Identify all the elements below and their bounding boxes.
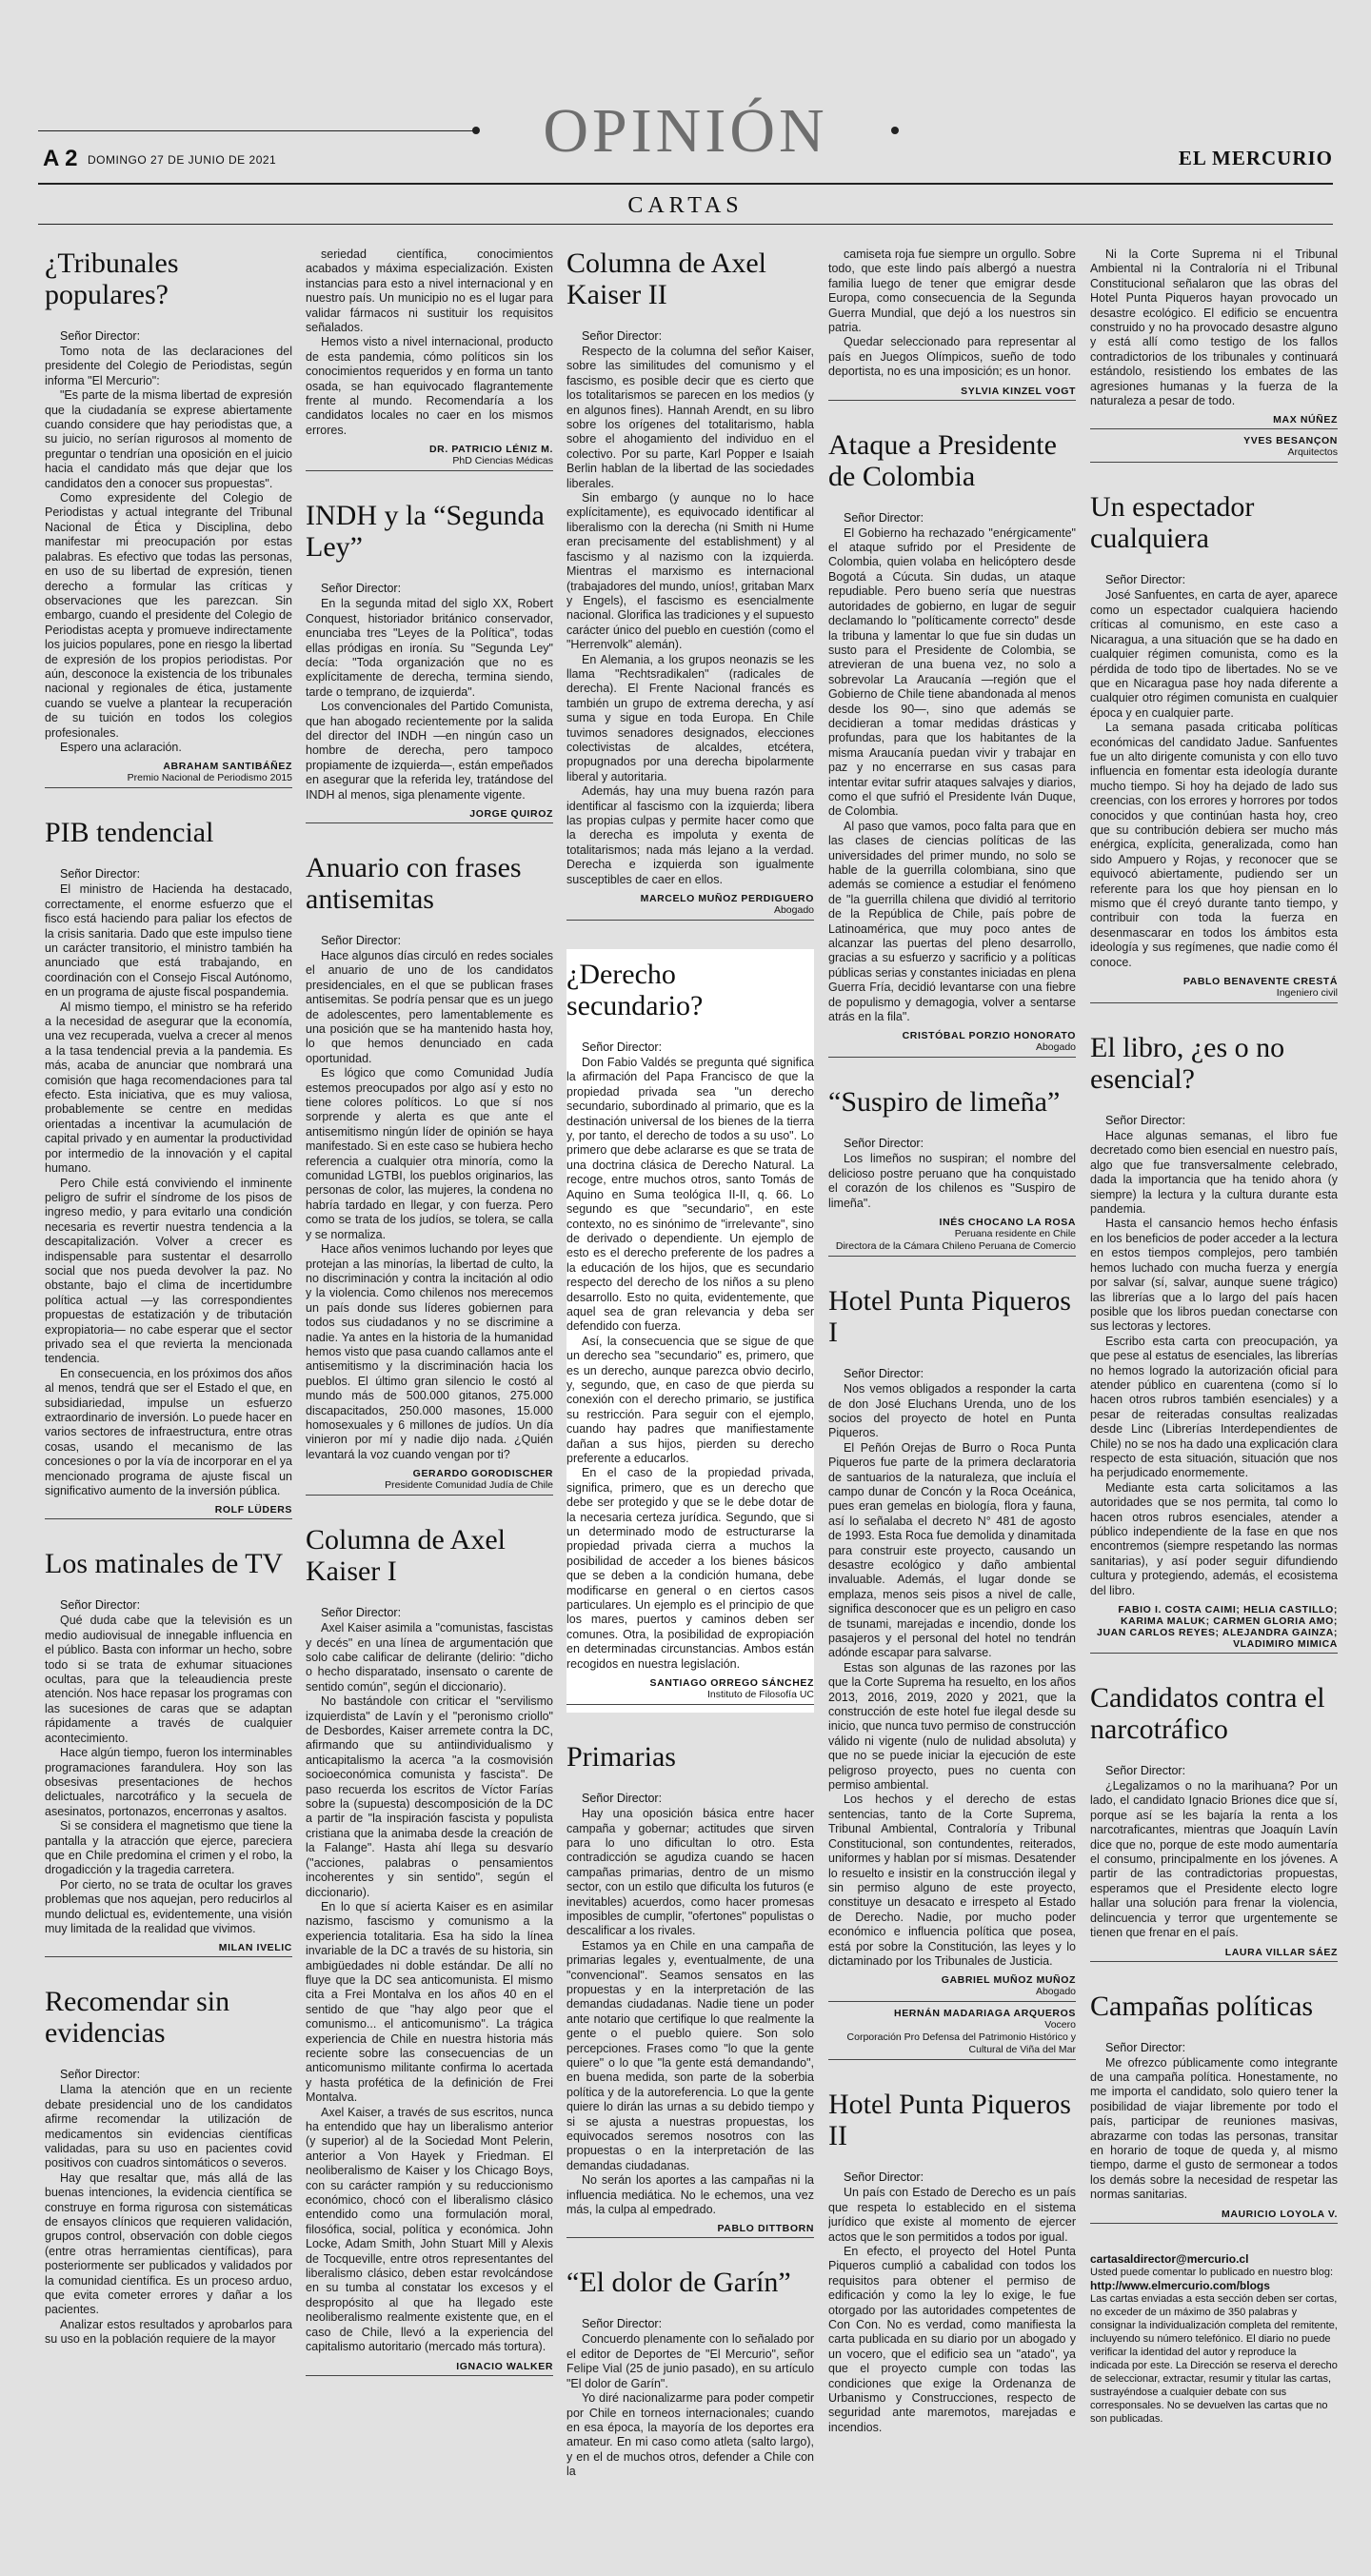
letter xyxy=(828,1086,1076,1257)
signature-name: YVES BESANÇON xyxy=(1243,435,1338,447)
signature-role: Peruana residente en Chile xyxy=(954,1228,1076,1240)
letter-paragraph: El ministro de Hacienda ha destacado, correctamente, el enorme esfuerzo que el fisco está haciendo para paliar los efectos de la crisis sanitaria. Dado que este impulso tiene un carácter transitorio, el ministro también ha anunciado que está trabajando, en coordinación con el Consejo Fiscal Autónomo, en un programa de ajuste fiscal pospandemia. xyxy=(45,882,292,1000)
letter-paragraph: Hace algunas semanas, el libro fue decretado como bien esencial en nuestro país, algo que fue transversalmente celebrado, dada la importancia que ha tenido ahora (y siempre) la lectura y la cultura durante esta pandemia. xyxy=(1090,1129,1338,1217)
blog-url-link[interactable]: http://www.elmercurio.com/blogs xyxy=(1090,2278,1270,2292)
letter-signature xyxy=(306,1468,553,1496)
letter-salutation: Señor Director: xyxy=(60,1598,141,1613)
letter-signature xyxy=(1090,435,1338,463)
letter-salutation: Señor Director: xyxy=(321,1606,402,1620)
letter-title: Recomendar sin evidencias xyxy=(45,1986,230,2050)
letter-paragraph: Hace algún tiempo, fueron los interminables programaciones farandulera. Hoy son las obsesivas presentaciones de hechos delictuales, narcotráfico y la secuela de asesinatos, portonazos, encerronas y asaltos. xyxy=(45,1746,292,1818)
letter-paragraph: En Alemania, a los grupos neonazis se les llama "Rechtsradikalen" (radicales de derecha). El Frente Nacional francés es también un grupo de extrema derecha, y así suma y sigue en toda Europa. En Chile tuvimos senadores designados, elecciones colectivistas de alcaldes, etcétera, propugnados por una derecha bipolarmente liberal y autoritaria. xyxy=(566,652,814,783)
letter-title: INDH y la “Segunda Ley” xyxy=(306,500,545,564)
signature-name: LAURA VILLAR SÁEZ xyxy=(1224,1946,1338,1958)
signature-name: GABRIEL MUÑOZ MUÑOZ xyxy=(941,1974,1076,1987)
signature-name: SANTIAGO ORREGO SÁNCHEZ xyxy=(649,1677,814,1690)
signature-rule xyxy=(1090,1961,1338,1962)
signature-name: SYLVIA KINZEL VOGT xyxy=(961,385,1076,397)
letter-salutation: Señor Director: xyxy=(844,510,924,525)
signature-name: PABLO BENAVENTE CRESTÁ xyxy=(1182,976,1338,988)
submission-guidelines xyxy=(1090,2252,1338,2426)
letter xyxy=(566,2267,814,2479)
signature-role: Abogado xyxy=(1035,1041,1076,1054)
letter-paragraph: Por cierto, no se trata de ocultar los graves problemas que nos aquejan, pero reducirlos al mundo delictual es, evidentemente, una visión muy limitada de la realidad que vivimos. xyxy=(45,1877,292,1935)
letter xyxy=(45,1986,292,2347)
letter-paragraph: Escribo esta carta con preocupación, ya que pese al estatus de esenciales, las librerías no hemos logrado la autorización oficial para atender público en cuarentena (como sí lo hacen otros rubros también esenciales) y a pesar de reiteradas consultas realizadas desde Linc (Librerías Interdependientes de Chile) no se nos ha dado una explicación clara respecto de esta situación, situación que nos ha perjudicado enormemente. xyxy=(1090,1334,1338,1480)
letter xyxy=(306,852,553,1496)
letter-salutation: Señor Director: xyxy=(844,1367,924,1381)
letter xyxy=(45,1548,292,1957)
signature-rule xyxy=(306,470,553,471)
signature-rule xyxy=(1090,2223,1338,2224)
letter-paragraph: Llama la atención que en un reciente debate presidencial uno de los candidatos afirme recomendar la utilización de medicamentos sin evidencias científicas validadas, para su uso en pacientes covid positivos con cuadros sintomáticos o severos. xyxy=(45,2083,292,2170)
letter-signature xyxy=(828,2008,1076,2060)
letter-signature xyxy=(45,1942,292,1957)
letter-paragraph: Al paso que vamos, poco falta para que en las clases de ciencias políticas de las universidades del primer mundo, no solo se hable de la guerrilla colombiana, sino que además se comience a estudiar el fenómeno de "la guerrilla chilena que dividió al territorio de la República de Chile, país pobre de Latinoamérica, que muy poco antes de alcanzar las puertas del pleno desarrollo, gracias a su esfuerzo y sacrificio y a políticas públicas serias y constantes iniciadas en plena Guerra Fría, decidió levantarse con una fiebre de populismo y demagogia, volver a sentarse atrás en la fila". xyxy=(828,819,1076,1024)
signature-name: MAURICIO LOYOLA V. xyxy=(1221,2208,1338,2220)
signature-rule xyxy=(306,822,553,823)
letter-paragraph: Pero Chile está conviviendo el inminente peligro de sufrir el síndrome de los pisos de ingreso medio, y para evitarlo una condición necesaria es revertir nuestra tendencia a la descapitalización. Volver a crecer es indispensable para sustentar el desarrollo social que nos pueda devolver la paz. No obstante, bajo el clima de incertidumbre política actual —y las correspondientes propuestas de estatización y de tributación expropiatoria— no cabe esperar que el sector privado sea el que revierta la mencionada tendencia. xyxy=(45,1176,292,1366)
signature-rule xyxy=(828,2059,1076,2060)
letter-title: Primarias xyxy=(566,1741,676,1773)
signature-rule xyxy=(566,1704,814,1705)
signature-rule xyxy=(306,1495,553,1496)
letter-paragraph: "Es parte de la misma libertad de expresión que la ciudadanía se exprese abiertamente cuando considere que hay periodistas que, a su juicio, no serían rigurosos al momento de preguntar o tendrían una oposición en el juicio hacia el candidato más que dejar que los candidatos den a conocer sus propuestas". xyxy=(45,388,292,490)
letter-signature xyxy=(306,2361,553,2376)
letter-paragraph: Es lógico que como Comunidad Judía estemos preocupados por algo así y esto no tiene colores políticos. Lo que sí nos sorprende y alerta es que ante el antisemitismo ningún líder de opinión se haya manifestado. Si en este caso se hubiera hecho referencia a cualquier otra minoría, como la comunidad LGTBI, los pueblos originarios, las personas de color, las mujeres, la condena no habría tardado en llegar, y con fuerza. Pero como se trata de los judíos, se tolera, se calla y se normaliza. xyxy=(306,1066,553,1241)
letter-paragraph: Hay una oposición básica entre hacer campaña y gobernar; actitudes que sirven para lo uno dificultan lo otro. Esta contradicción se agudiza cuando se hacen campañas primarias, dentro de un mismo sector, con un estilo que dificulta los futuros (e inevitables) acuerdos, como hacer promesas imposibles de cumplir, "ofertones" populistas o descalificar a los rivales. xyxy=(566,1807,814,1938)
letter-title: El libro, ¿es o no esencial? xyxy=(1090,1032,1285,1096)
signature-rule xyxy=(45,1518,292,1519)
signature-rule xyxy=(828,1057,1076,1058)
letter-paragraph: Hasta el cansancio hemos hecho énfasis en los beneficios de poder acceder a la lectura en estos tiempos complejos, pero también hemos luchado con mucha fuerza y energía por salvar (sí, salvar, aunque suene trágico) las librerías que a lo largo del país hacen posible que los libros puedan conectarse con sus lectoras y lectores. xyxy=(1090,1217,1338,1334)
letter xyxy=(45,248,292,788)
letter-paragraph: El Gobierno ha rechazado "enérgicamente" el ataque sufrido por el Presidente de Colombia, quien volaba en helicóptero desde Bogotá a Cúcuta. Sin dudas, un ataque repudiable. Pero bueno sería que nuestras autoridades de gobierno, en lugar de seguir declamando lo "políticamente correcto" desde la tribuna y lamentar lo que fue sin dudas un susto para el Presidente de Colombia, se atrevieran de una buena vez, no solo a sobrevolar La Araucanía —región que el Gobierno de Chile tiene abandonada al menos desde los 90—, sino que además se decidieran a tomar medidas drásticas y profundas, para que los habitantes de la misma Araucanía puedan vivir y trabajar en paz y no encerrarse en sus casas para intentar evitar sufrir ataques salvajes y diarios, como el que sufrió el Presidente Iván Duque, de Colombia. xyxy=(828,525,1076,819)
letter-salutation: Señor Director: xyxy=(582,2317,663,2331)
letter-salutation: Señor Director: xyxy=(1105,1764,1186,1778)
signature-name: GERARDO GORODISCHER xyxy=(412,1468,553,1480)
signature-rule xyxy=(1090,462,1338,463)
letter-paragraph: Así, la consecuencia que se sigue de que un derecho sea "secundario" es, primero, que es un derecho, aunque parezca obvio decirlo, y, segundo, que, en caso de que pierda su conexión con el derecho primario, se justifica su restricción. Para seguir con el ejemplo, cuando hay padres que manifiestamente dañan a sus hijos, pierden su derecho preferente a educarlos. xyxy=(566,1334,814,1465)
letter-salutation: Señor Director: xyxy=(582,329,663,343)
letter-paragraph: Estas son algunas de las razones por las que la Corte Suprema ha resuelto, en los años 2013, 2016, 2019, 2020 y 2021, que la construcción de este hotel fue ilegal desde su inicio, que nunca tuvo permiso de construcción válido ni vigente (nulo de nulidad absoluta) y que no se puede iniciar la ejecución de este peligroso proyecto, pues no cuenta con permiso ambiental. xyxy=(828,1660,1076,1793)
letter-signature xyxy=(306,808,553,823)
letter-title: ¿Derecho secundario? xyxy=(566,959,704,1022)
signature-name: JORGE QUIROZ xyxy=(469,807,553,820)
letter-salutation: Señor Director: xyxy=(582,1040,663,1055)
signature-name: MARCELO MUÑOZ PERDIGUERO xyxy=(640,893,814,905)
letter-title: “El dolor de Garín” xyxy=(566,2267,791,2299)
letter xyxy=(306,248,553,471)
letter-salutation: Señor Director: xyxy=(60,329,141,343)
signature-name: INÉS CHOCANO LA ROSA xyxy=(939,1217,1076,1229)
letter-paragraph: Axel Kaiser, a través de sus escritos, nunca ha entendido que hay un liberalismo anterior (y superior) al de la Sociedad Mont Pelerin, anterior a Von Hayek y Friedman. El neoliberalismo de Kaiser y los Chicago Boys, con su carácter rampión y su reduccionismo económico, chocó con el liberalismo clásico entendido como una formulación moral, filosófica, social, política y económica. John Locke, Adam Smith, John Stuart Mill y Alexis de Tocqueville, entre otros representantes del liberalismo clásico, deben estar revolcándose en su tumba al constatar los excesos y el despropósito al que ha llegado este neoliberalismo realmente existente que, en el caso de Chile, llevó a la experiencia del capitalismo autoritario (mercado más tortura). xyxy=(306,2105,553,2354)
letter-salutation: Señor Director: xyxy=(1105,1114,1186,1128)
newspaper-name: EL MERCURIO xyxy=(1178,147,1333,169)
letter xyxy=(828,429,1076,1059)
signature-rule xyxy=(1090,1653,1338,1654)
letter-salutation: Señor Director: xyxy=(60,867,141,882)
signature-role: PhD Ciencias Médicas xyxy=(452,455,553,467)
letter-title: Ataque a Presidente de Colombia xyxy=(828,428,1057,492)
letter-paragraph: Estamos ya en Chile en una campaña de primarias legales y, eventualmente, de una "convencional". Seamos sensatos en las propuestas y en la interpretación de las demandas ciudadanas. Nadie tiene un poder ante notario que certifique lo que realmente la gente o el pueblo quiere. Son solo percepciones. Frases como "lo que la gente quiere" o lo que "la gente está demandando", en buena medida, son parte de la soberbia política y de la autoreferencia. Lo que la gente quiere lo dirán las urnas a su debido tiempo y si se ajusta a nuestras propuestas, los equivocados seremos nosotros con las propuestas o en la interpretación de las demandas ciudadanas. xyxy=(566,1938,814,2172)
letter xyxy=(1090,248,1338,463)
signature-rule xyxy=(306,2375,553,2376)
contact-email-link[interactable]: cartasaldirector@mercurio.cl xyxy=(1090,2251,1249,2266)
letter xyxy=(1090,1032,1338,1654)
signature-role: Directora de la Cámara Chileno Peruana de Comercio xyxy=(835,1240,1076,1253)
column-3 xyxy=(566,248,814,2551)
signature-rule xyxy=(1090,1002,1338,1003)
letter-paragraph: Hay que resaltar que, más allá de las buenas intenciones, la evidencia científica se construye en forma rigurosa con sistemáticas de ensayos clínicos que requieren validación, grupos control, observación con doble ciegos (entre otras herramientas científicas), para posteriormente ser publicados y validados por la comunidad científica. Es un proceso arduo, que evita cometer errores y dañar a los pacientes. xyxy=(45,2170,292,2317)
letter-signature xyxy=(1090,976,1338,1003)
letter-paragraph: Quedar seleccionado para representar al país en Juegos Olímpicos, sueño de todo deportista, no es una imposición; es un honor. xyxy=(828,335,1076,379)
letter-title: Columna de Axel Kaiser I xyxy=(306,1524,506,1588)
signature-rule xyxy=(828,2001,1076,2002)
letter-salutation: Señor Director: xyxy=(1105,573,1186,587)
letter-signature xyxy=(1090,1947,1338,1962)
letter-title: Anuario con frases antisemitas xyxy=(306,851,522,915)
letter-signature xyxy=(828,386,1076,401)
publication-date: DOMINGO 27 DE JUNIO DE 2021 xyxy=(88,153,277,167)
masthead-rule-top xyxy=(38,183,1333,185)
letter-paragraph: Me ofrezco públicamente como integrante de una campaña política. Honestamente, no me importa el candidato, solo quiero tener la posibilidad de viajar libremente por todo el país, participar de reuniones masivas, abrazarme con todas las personas, transitar en horario de toque de queda y, al mismo tiempo, darme el gusto de sermonear a todos los demás sobre la necesidad de respetar las normas sanitarias. xyxy=(1090,2055,1338,2202)
letter-signature xyxy=(828,1030,1076,1058)
letter-title: PIB tendencial xyxy=(45,817,214,849)
letter-salutation: Señor Director: xyxy=(1105,2040,1186,2054)
signature-role: Instituto de Filosofía UC xyxy=(706,1689,814,1701)
letter-salutation: Señor Director: xyxy=(844,2170,924,2185)
section-title: OPINIÓN xyxy=(543,96,828,166)
letter xyxy=(566,949,814,1713)
letter-paragraph: Hace algunos días circuló en redes sociales el anuario de uno de los candidatos presidenciales, en el que se publican frases antisemitas. Se podría pensar que es un juego de adolescentes, pero lamentablemente es una posición que se ha mantenido hasta hoy, lo que hemos denunciado en cada oportunidad. xyxy=(306,948,553,1065)
letter xyxy=(828,1285,1076,2060)
masthead xyxy=(38,0,1333,228)
signature-name: ROLF LÜDERS xyxy=(214,1504,292,1516)
letter-paragraph: Si se considera el magnetismo que tiene la pantalla y la atracción que ejerce, pareciera que en Chile predomina el crimen y el robo, la drogadicción y la tragedia carretera. xyxy=(45,1819,292,1877)
letter-signature xyxy=(566,893,814,921)
letter-signature xyxy=(306,444,553,471)
signature-role: Ingeniero civil xyxy=(1276,987,1338,1000)
signature-rule xyxy=(566,920,814,921)
letter xyxy=(306,1524,553,2375)
letter-signature xyxy=(1090,2209,1338,2224)
letter xyxy=(45,817,292,1519)
signature-name: MAX NÚÑEZ xyxy=(1273,414,1338,426)
letter-title: Columna de Axel Kaiser II xyxy=(566,248,766,310)
signature-name: PABLO DITTBORN xyxy=(717,2223,814,2235)
letter-paragraph: En la segunda mitad del siglo XX, Robert Conquest, historiador británico conservador, enunciaba tres "Leyes de la Política", todas ellas pródigas en ironía. Su "Segunda Ley" decía: "Toda organización que no es explícitamente de derecha, termina siendo, tarde o temprano, de izquierda". xyxy=(306,597,553,699)
subsection-title: CARTAS xyxy=(627,193,744,218)
letter-paragraph: En efecto, el proyecto del Hotel Punta Piqueros cumplió a cabalidad con todos los requisitos para obtener el permiso de edificación y como la ley lo exige, le fue otorgado por las autoridades competentes de Con Con. No es verdad, como manifiesta la carta publicada en su diario por un abogado y un vocero, que el edificio sea un "atado", ya que el proyecto cumple con todas las condiciones que exige la Ordenanza de Urbanismo y Construcciones, respecto de seguridad ante maremotos, marejadas e incendios. xyxy=(828,2244,1076,2434)
letter-paragraph: Además, hay una muy buena razón para identificar al fascismo con la izquierda; libera las propias culpas y permite hacer como que la derecha es impoluta y exenta de totalitarismos; nada más lejano a la verdad. Derecha e izquierda son igualmente susceptibles de caer en ellos. xyxy=(566,784,814,886)
letter xyxy=(1090,491,1338,1003)
signature-role: Abogado xyxy=(1035,1986,1076,1998)
submission-rules: Las cartas enviadas a esta sección deben ser cortas, no exceder de un máximo de 350 palabras y consignar la individualización completa del remitente, incluyendo su número telefónico. El diario no puede verificar la identidad del autor y reproduce la indicada por este. La Dirección se reserva el derecho de seleccionar, extractar, resumir y titular las cartas, sustrayéndose a cualquier debate con sus corresponsales. No se devuelven las cartas que no son publicadas. xyxy=(1090,2292,1338,2425)
letter-paragraph: Ni la Corte Suprema ni el Tribunal Ambiental ni la Contraloría ni el Tribunal Constitucional señalaron que las obras del Hotel Punta Piqueros hayan provocado un desastre ecológico. El edificio se encuentra construido y no ha provocado desastre alguno y está allí como testigo de los fallos contradictorios de los tribunales y continuará estándolo, resistiendo los embates de las agresiones humanas y la fuerza de la naturaleza a pesar de todo. xyxy=(1090,248,1338,408)
masthead-rule-bottom xyxy=(38,224,1333,225)
letter xyxy=(1090,1991,1338,2224)
letter-paragraph: El Peñón Orejas de Burro o Roca Punta Piqueros fue parte de la primera declaratoria de santuarios de la naturaleza, que incluía el campo dunar de Concón y la Roca Oceánica, pues eran gemelas en biología, flora y fauna, así lo señalaba el decreto N° 481 de agosto de 1993. Esta Roca fue demolida y dinamitada para construir este proyecto, causando un desastre ecológico y daño ambiental invaluable. Además, el lugar donde se emplaza, menos seis pisos a nivel de calle, significa desconocer que es un peligro en caso de tsunami, marejadas e incendio, donde los pasajeros y el personal del hotel no tendrán adónde escapar para salvarse. xyxy=(828,1440,1076,1660)
letter-paragraph: ¿Legalizamos o no la marihuana? Por un lado, el candidato Ignacio Briones dice que sí, porque así se les bajaría la renta a los narcotraficantes, mientras que Joaquín Lavín dice que no, porque de este modo aumentaría el consumo, principalmente en los jóvenes. A partir de las contradictorias propuestas, esperamos que el Presidente electo logre hallar una solución para frenar la violencia, delincuencia y terror que urgentemente se tienen que frenar en el país. xyxy=(1090,1779,1338,1940)
signature-role: Abogado xyxy=(773,904,814,917)
letter-signature xyxy=(566,1677,814,1705)
signature-rule xyxy=(1090,428,1338,429)
letter xyxy=(1090,1682,1338,1961)
letter-paragraph: Yo diré nacionalizarme para poder competir por Chile en torneos internacionales; cuando en esa época, la mayoría de los deportes era amateur. En mi caso como atleta (salto largo), y en el de muchos otros, defender a Chile con la xyxy=(566,2391,814,2479)
letter-paragraph: Tomo nota de las declaraciones del presidente del Colegio de Periodistas, según informa "El Mercurio": xyxy=(45,345,292,387)
signature-rule xyxy=(566,2237,814,2238)
letter-signature xyxy=(566,2223,814,2238)
letter-title: Candidatos contra el narcotráfico xyxy=(1090,1682,1325,1746)
signature-name: DR. PATRICIO LÉNIZ M. xyxy=(428,444,553,456)
signature-rule xyxy=(828,400,1076,401)
signature-rule xyxy=(45,1956,292,1957)
signature-role: Premio Nacional de Periodismo 2015 xyxy=(127,772,292,784)
column-2 xyxy=(306,248,553,2551)
signature-name: CRISTÓBAL PORZIO HONORATO xyxy=(902,1030,1076,1042)
letter-paragraph: En el caso de la propiedad privada, significa, primero, que es un derecho que debe ser protegido y que se le debe dotar de la necesaria certeza jurídica. Segundo, que si un determinado modo de estructurarse la propiedad privada cierra a muchos la posibilidad de acceder a los bienes básicos que se deben a la condición humana, debe modificarse en general o en ciertos casos particulares. Un ejemplo es el principio de que los mares, puertos y caminos deben ser comunes. Otra, la posibilidad de expropiación en determinadas circunstancias. Ambos están recogidos en nuestra legislación. xyxy=(566,1466,814,1671)
letter-paragraph: Respecto de la columna del señor Kaiser, sobre las similitudes del comunismo y el fascismo, es posible decir que es cierto que los totalitarismos se parecen en los medios (y en algunos fines). Hannah Arendt, en su libro sobre los orígenes del totalitarismo, habla sobre el ahogamiento del individuo en el colectivo. Por su parte, Karl Popper e Isaiah Berlin hablan de la libertad de las sociedades liberales. xyxy=(566,345,814,490)
letter-title: Hotel Punta Piqueros II xyxy=(828,2089,1071,2152)
letter-paragraph: Espero una aclaración. xyxy=(60,740,182,754)
signature-name: HERNÁN MADARIAGA ARQUEROS xyxy=(894,2008,1076,2020)
blog-intro: Usted puede comentar lo publicado en nuestro blog: xyxy=(1090,2266,1334,2278)
signature-name: FABIO I. COSTA CAIMI; HELIA CASTILLO; KARIMA MALUK; CARMEN GLORIA AMO; JUAN CARLOS REYES; ALEJANDRA GAINZA; VLADIMIRO MIMICA xyxy=(1097,1604,1338,1651)
letter-paragraph: Sin embargo (y aunque no lo hace explícitamente), es equivocado identificar al liberalismo con la derecha (ni Smith ni Hume eran precisamente del establishment) y al fascismo y al nazismo con la izquierda. Mientras el marxismo es internacional (trabajadores del mundo, uníos!, gritaban Marx y Engels), el fascismo es esencialmente nacional. Glorifica las tradiciones y el supuesto carácter único del pueblo en cuestión (como el "Herrenvolk" alemán). xyxy=(566,491,814,652)
letter-signature xyxy=(45,1504,292,1519)
letter-paragraph: Mediante esta carta solicitamos a las autoridades que se nos permita, tal como lo hacen otros rubros esenciales, atender a público independiente de la fase en que nos encontremos (siempre respetando las normas sanitarias), y así poder seguir difundiendo cultura y protegiendo, además, el ecosistema del libro. xyxy=(1090,1480,1338,1597)
letter-paragraph: La semana pasada criticaba políticas económicas del candidato Jadue. Sanfuentes fue un alto dirigente comunista y con ello tuvo influencia en fomentar esta ideología durante mucho tiempo. Si hoy ha dejado de lado sus creencias, con los errores y horrores por todos conocidos y que continúan hasta hoy, creo que su contribución debiera ser mucho más enérgica, explícita, generalizada, como han sido Ampuero y Rojas, y reconocer que se equivocó abiertamente, pudiendo ser un referente para los que hoy piensan en lo mismo que él creyó durante tanto tiempo, y contribuir con toda la fuerza en desenmascarar en todos los ámbitos esta ideología y sus regímenes, que nadie como él conoce. xyxy=(1090,721,1338,969)
letter-paragraph: Un país con Estado de Derecho es un país que respeta lo establecido en el sistema jurídico que existe al momento de ejercer actos que le son permitidos a todos por igual. xyxy=(828,2186,1076,2244)
column-5 xyxy=(1090,248,1338,2551)
letter-paragraph: Hace años venimos luchando por leyes que protejan a las minorías, la libertad de culto, la no discriminación y contra la incitación al odio y la violencia. Como chilenos nos merecemos un país donde sus líderes gobiernen para todos sus ciudadanos y no se discrimine a nadie. Ya antes en la historia de la humanidad hemos visto que pasa cuando callamos ante el antisemitismo y la discriminación hacia los pueblos. El último gran silencio le costó al mundo más de 500.000 gitanos, 275.000 discapacitados, 250.000 masones, 15.000 homosexuales y 6 millones de judíos. Un día vinieron por mí y nadie dijo nada. ¿Quién levantará la voz cuando vengan por ti? xyxy=(306,1242,553,1461)
letter-signature xyxy=(1090,1604,1338,1654)
letter-salutation: Señor Director: xyxy=(321,582,402,596)
letter-salutation: Señor Director: xyxy=(582,1792,663,1806)
letter-paragraph: Axel Kaiser asimila a "comunistas, fascistas y decés" en una línea de argumentación que solo cabe calificar de delirante (delirio: "dicho o hecho disparatado, insensato o carente de sentido común", según el diccionario). xyxy=(306,1621,553,1694)
letter-paragraph: seriedad científica, conocimientos acabados y máxima especialización. Existen instancias para esto a nivel internacional y en nuestro país. Un municipio no es el lugar para validar fármacos ni sustituir los requisitos señalados. xyxy=(306,248,553,335)
letter-paragraph: En lo que sí acierta Kaiser es en asimilar nazismo, fascismo y comunismo a la experiencia totalitaria. Esa ha sido la línea invariable de la DC a través de su historia, sin ambigüedades ni doble estándar. De allí no fluye que la DC sea anticomunista. El mismo cita a Frei Montalva en los años 40 en el sentido de que "hay algo peor que el comunismo... el anticomunismo". La trágica experiencia de Chile en nuestra historia más reciente sobre las consecuencias de un anticomunismo militante confirma lo acertada y hasta profética de la definición de Frei Montalva. xyxy=(306,1899,553,2105)
letter-paragraph: José Sanfuentes, en carta de ayer, aparece como un espectador cualquiera haciendo críticas al comunismo, en este caso a Nicaragua, a una situación que se ha dado en cualquier régimen comunista, como es la pérdida de todo tipo de libertades. No se ve que en Nicaragua pase hoy nada diferente a cualquier otro régimen comunista en cualquier época y en cualquier parte. xyxy=(1090,588,1338,720)
column-1 xyxy=(45,248,292,2551)
letter xyxy=(828,2089,1076,2435)
letter xyxy=(566,1741,814,2238)
signature-name: ABRAHAM SANTIBÁÑEZ xyxy=(163,761,292,773)
page-number: A 2 xyxy=(43,146,78,171)
letter-signature xyxy=(828,1217,1076,1257)
letter-title: Los matinales de TV xyxy=(45,1548,284,1580)
letter-paragraph: Al mismo tiempo, el ministro se ha referido a la necesidad de asegurar que la economía, una vez recuperada, vuelva a crecer al menos a la tasa tendencial previa a la pandemia. Es más, acaba de anunciar que nombrará una comisión que haga recomendaciones para tal efecto. Esta iniciativa, que es muy valiosa, probablemente se centre en medidas orientadas a incentivar la acumulación de capital privado y en aumentar la productividad por intermedio de la innovación y el capital humano. xyxy=(45,1000,292,1176)
signature-name: MILAN IVELIC xyxy=(218,1942,292,1954)
letter-paragraph: Los convencionales del Partido Comunista, que han abogado recientemente por la salida del director del INDH —en ningún caso un hombre de derecha, pero tampoco propiamente de izquierda—, están empeñados en asegurar que la referida ley, tratándose del INDH al menos, siga plenamente vigente. xyxy=(306,700,553,802)
letter-salutation: Señor Director: xyxy=(844,1137,924,1151)
letter-title: Hotel Punta Piqueros I xyxy=(828,1285,1071,1349)
letter-paragraph: Analizar estos resultados y aprobarlos para su uso en la población requiere de la mayor xyxy=(45,2317,292,2347)
signature-role: Arquitectos xyxy=(1287,446,1338,459)
signature-rule xyxy=(45,787,292,788)
letter-title: ¿Tribunales populares? xyxy=(45,248,179,310)
letter-paragraph: Como expresidente del Colegio de Periodistas y actual integrante del Tribunal Nacional de Ética y Disciplina, debo manifestar mi preocupación por estas palabras. Es efectivo que todas las personas, en uso de su libertad de expresión, tienen derecho a formular las críticas y observaciones que les parezcan. Sin embargo, cuando el presidente del Colegio de Periodistas acepta y promueve indirectamente los juicios populares, pone en riesgo la libertad de expresión de los propios periodistas. Por aún, desconoce la existencia de los tribunales nacional y regionales de ética, justamente cuando se vuelve a plantear la recuperación de su tuición en todos los colegios profesionales. xyxy=(45,491,292,740)
signature-role: Corporación Pro Defensa del Patrimonio Histórico y Cultural de Viña del Mar xyxy=(846,2031,1076,2056)
letter-paragraph: En consecuencia, en los próximos dos años al menos, tendrá que ser el Estado el que, en subsidiariedad, impulse un esfuerzo extraordinario de inversión. Lo puede hacer en varios sectores de infraestructura, entre otras cosas, usando el mecanismo de las concesiones o por la vía de incorporar en el ya mencionado programa de ajuste fiscal un significativo aumento de la inversión pública. xyxy=(45,1366,292,1498)
letter-signature xyxy=(828,1974,1076,2002)
letter-title: “Suspiro de limeña” xyxy=(828,1086,1061,1119)
letter-salutation: Señor Director: xyxy=(321,933,402,947)
letter-paragraph: camiseta roja fue siempre un orgullo. Sobre todo, que este lindo país albergó a nuestra familia luego de tener que emigrar desde Europa, como consecuencia de la Segunda Guerra Mundial, que dejó a los nuestros sin patria. xyxy=(828,248,1076,335)
letter-title: Un espectador cualquiera xyxy=(1090,491,1255,555)
letter-paragraph: No serán los aportes a las campañas ni la influencia mediática. No le echemos, una vez más, la culpa al empedrado. xyxy=(566,2173,814,2217)
letter-paragraph: Don Fabio Valdés se pregunta qué significa la afirmación del Papa Francisco de que la propiedad privada sea "un derecho secundario, subordinado al primario, que es la destinación universal de los bienes de la tierra y, por tanto, el derecho de todos a su uso". Lo primero que debe aclararse es que se trata de una doctrina clásica de Derecho Natural. La recoge, entre muchos otros, santo Tomás de Aquino en Suma teológica II-II, q. 66. Lo segundo es que "secundario", en este contexto, no es sinónimo de "irrelevante", sino de derivado o dependiente. Un ejemplo de esto es el derecho preferente de los padres a la educación de los hijos, que es secundario respecto del derecho de los niños a su pleno desarrollo. Esto no quita, evidentemente, que aquel sea de gran relevancia y deba ser defendido con fuerza. xyxy=(566,1056,814,1334)
letter-paragraph: Los limeños no suspiran; el nombre del delicioso postre peruano que ha conquistado el corazón de los chilenos es "Suspiro de limeña". xyxy=(828,1152,1076,1210)
letter-paragraph: Hemos visto a nivel internacional, producto de esta pandemia, cómo políticos sin los conocimientos requeridos y en forma un tanto osada, se han equivocado flagrantemente frente al mundo. Recomendaría a los candidatos locales no caer en los mismos errores. xyxy=(306,335,553,437)
signature-role: Vocero xyxy=(1044,2019,1076,2031)
letter-paragraph: Concuerdo plenamente con lo señalado por el editor de Deportes de "El Mercurio", señor Felipe Vial (25 de junio pasado), en su artículo "El dolor de Garín". xyxy=(566,2332,814,2390)
letter-signature xyxy=(45,761,292,788)
letter-signature xyxy=(1090,414,1338,429)
letter xyxy=(306,500,553,823)
letter-paragraph: Nos vemos obligados a responder la carta de don José Eluchans Urenda, uno de los socios del proyecto de hotel en Punta Piqueros. xyxy=(828,1382,1076,1440)
column-4 xyxy=(828,248,1076,2551)
signature-name: IGNACIO WALKER xyxy=(456,2360,553,2372)
letter xyxy=(828,248,1076,401)
letter-paragraph: Qué duda cabe que la televisión es un medio audiovisual de innegable influencia en el público. Basta con informar un hecho, sobre todo si se trata de exhumar situaciones ocultas, para que la teleaudiencia preste atención. Nos hace repasar los programas con las sucesiones de caras que se adaptan rápidamente a través de cualquier acontecimiento. xyxy=(45,1614,292,1745)
letter-title: Campañas políticas xyxy=(1090,1990,1314,2022)
signature-rule xyxy=(828,1256,1076,1257)
signature-role: Presidente Comunidad Judía de Chile xyxy=(385,1479,553,1492)
letter-paragraph: No bastándole con criticar el "servilismo izquierdista" de Lavín y el "peronismo criollo" de Desbordes, Kaiser arremete contra la DC, afirmando que su antiindividualismo y anticapitalismo la acerca "a la cosmovisión socioeconómica comunista y fascista". De paso recuerda los escritos de Víctor Farías sobre la (supuesta) descomposición de la DC a partir de "la inspiración fascista y populista cristiana que la animaba desde la creación de la Falange". Hasta ahí llega su desvarío ("acciones, palabras o pensamientos incoherentes y sin sentido", según el diccionario). xyxy=(306,1694,553,1899)
letter xyxy=(566,248,814,921)
letter-salutation: Señor Director: xyxy=(60,2068,141,2082)
letter-paragraph: Los hechos y el derecho de estas sentencias, tanto de la Corte Suprema, Tribunal Ambiental, Contraloría y Tribunal Constitucional, son contundentes, reiterados, uniformes y hablan por sí mismas. Desatender lo resuelto e insistir en la construcción ilegal y sin permiso alguno de este proyecto, constituye un desacato e irrespeto al Estado de Derecho. Nadie, por mucho poder económico e influencia política que posea, está por sobre la Constitución, las leyes y lo dictaminado por los Tribunales de Justicia. xyxy=(828,1793,1076,1968)
